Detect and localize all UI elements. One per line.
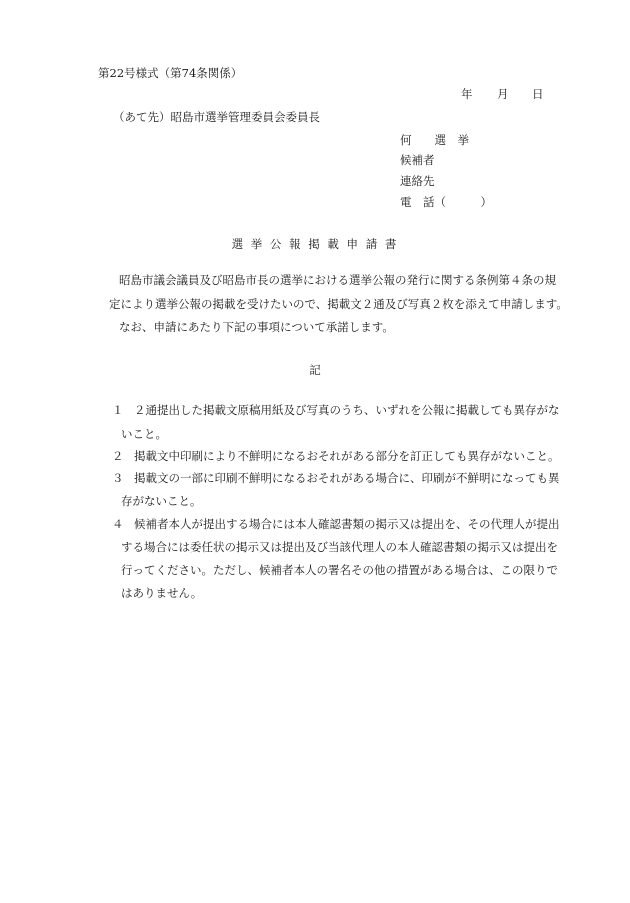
item-line: はありません。 (121, 586, 203, 600)
item-line: 掲載文の一部に印刷不鮮明になるおそれがある場合に、印刷が不鮮明になっても異 (134, 471, 560, 485)
body-line-2: 定により選挙公報の掲載を受けたいので、掲載文２通及び写真２枚を添えて申請します。 (109, 297, 568, 311)
item-line: 候補者本人が提出する場合には本人確認書類の掲示又は提出を、その代理人が提出 (134, 517, 560, 531)
date-year: 年 (461, 87, 473, 101)
item-line: 掲載文中印刷により不鮮明になるおそれがある部分を訂正しても異存がないこと。 (134, 449, 560, 463)
item-line: ２通提出した掲載文原稿用紙及び写真のうち、いずれを公報に掲載しても異存がな (134, 403, 560, 417)
date-day: 日 (532, 87, 544, 101)
candidate-label: 候補者 (400, 153, 435, 167)
form-id: 第22号様式（第74条関係） (98, 66, 243, 80)
item-line: 行ってください。ただし、候補者本人の署名その他の措置がある場合は、この限りで (121, 563, 558, 577)
body-line-1: 昭島市議会議員及び昭島市長の選挙における選挙公報の発行に関する条例第４条の規 (119, 273, 556, 287)
item-number: ２ (112, 449, 124, 463)
body-line-3: なお、申請にあたり下記の事項について承諾します。 (119, 320, 394, 334)
item-number: １ (112, 403, 124, 417)
item-line: 存がないこと。 (121, 494, 202, 508)
item-line: いこと。 (121, 427, 167, 441)
contact-label: 連絡先 (400, 174, 435, 188)
election-label: 何 選 挙 (400, 133, 469, 147)
item-line: する場合には委任状の掲示又は提出及び当該代理人の本人確認書類の掲示又は提出を (121, 540, 558, 554)
item-number: ４ (112, 517, 124, 531)
addressee: （あて先）昭島市選挙管理委員会委員長 (113, 110, 320, 124)
phone-label: 電 話（ ） (400, 195, 492, 209)
ki-heading: 記 (309, 363, 321, 377)
date-month: 月 (497, 87, 509, 101)
document-title: 選 挙 公 報 掲 載 申 請 書 (231, 237, 399, 251)
item-number: ３ (112, 471, 124, 485)
